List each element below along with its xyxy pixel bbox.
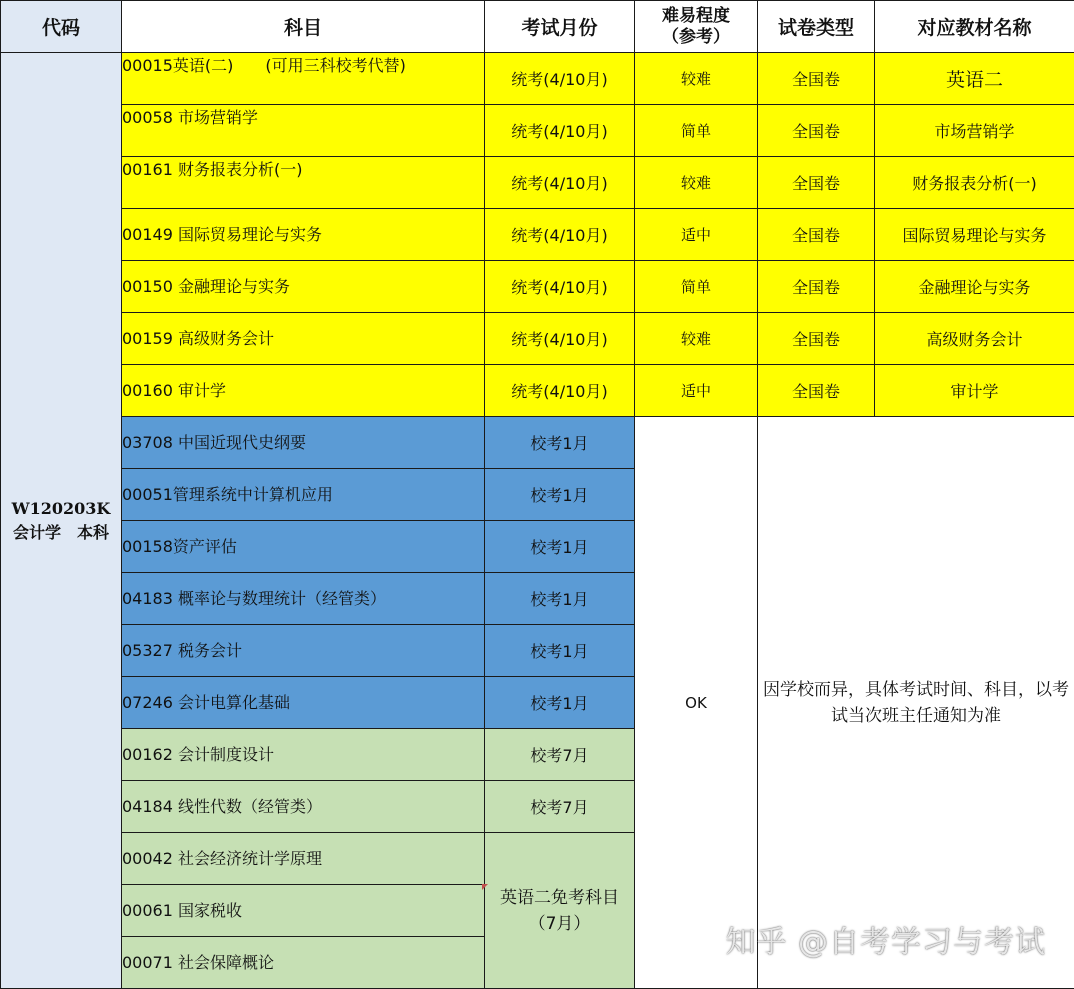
header-difficulty-line1: 难易程度: [662, 5, 730, 26]
header-exam-month: 考试月份: [485, 1, 635, 53]
exam-month-cell: 校考7月: [485, 729, 635, 781]
exam-month-cell: 统考(4/10月): [485, 209, 635, 261]
difficulty-cell: 简单: [635, 261, 758, 313]
subject-cell: 00150 金融理论与实务: [122, 261, 485, 313]
subject-cell: 03708 中国近现代史纲要: [122, 417, 485, 469]
subject-cell: 00149 国际贸易理论与实务: [122, 209, 485, 261]
textbook-cell: 市场营销学: [875, 105, 1074, 157]
exam-month-cell: 校考1月: [485, 469, 635, 521]
subject-cell: 07246 会计电算化基础: [122, 677, 485, 729]
header-row: [1, 1, 1074, 53]
difficulty-cell: 较难: [635, 157, 758, 209]
table-row: [1, 313, 1074, 365]
exempt-month-cell: [485, 833, 635, 989]
table-row: [1, 365, 1074, 417]
difficulty-cell: 适中: [635, 209, 758, 261]
difficulty-cell: 较难: [635, 53, 758, 105]
paper-type-cell: 全国卷: [758, 261, 875, 313]
paper-type-cell: 全国卷: [758, 365, 875, 417]
subject-cell: 05327 税务会计: [122, 625, 485, 677]
difficulty-cell: 较难: [635, 313, 758, 365]
exam-month-cell: 统考(4/10月): [485, 313, 635, 365]
subject-cell: 04184 线性代数（经管类）: [122, 781, 485, 833]
subject-cell: 00160 审计学: [122, 365, 485, 417]
header-textbook: 对应教材名称: [875, 1, 1074, 53]
textbook-cell: 国际贸易理论与实务: [875, 209, 1074, 261]
exempt-month-line2: （7月）: [528, 913, 591, 934]
table-row: [1, 157, 1074, 209]
subject-cell: 04183 概率论与数理统计（经管类）: [122, 573, 485, 625]
paper-type-cell: 全国卷: [758, 209, 875, 261]
subject-cell: 00061 国家税收: [122, 885, 485, 937]
exam-month-cell: 统考(4/10月): [485, 53, 635, 105]
exam-month-cell: 校考1月: [485, 677, 635, 729]
exam-month-cell: 统考(4/10月): [485, 105, 635, 157]
program-code-cell: [1, 53, 122, 989]
textbook-cell: 高级财务会计: [875, 313, 1074, 365]
header-subject: 科目: [122, 1, 485, 53]
exam-month-cell: 校考1月: [485, 521, 635, 573]
program-code: W120203K: [11, 498, 111, 518]
subject-cell: 00058 市场营销学: [122, 105, 485, 157]
textbook-cell: 英语二: [875, 53, 1074, 105]
comment-marker-icon: [482, 884, 488, 890]
subject-cell: 00162 会计制度设计: [122, 729, 485, 781]
textbook-cell: 审计学: [875, 365, 1074, 417]
subject-cell: 00158资产评估: [122, 521, 485, 573]
header-difficulty: [635, 1, 758, 53]
table-row: [1, 261, 1074, 313]
school-difficulty-cell: OK: [635, 417, 758, 989]
table-row: [1, 209, 1074, 261]
subject-cell: 00159 高级财务会计: [122, 313, 485, 365]
table-row: [1, 417, 1074, 469]
difficulty-cell: 简单: [635, 105, 758, 157]
exam-month-cell: 统考(4/10月): [485, 157, 635, 209]
paper-type-cell: 全国卷: [758, 157, 875, 209]
school-note-cell: 因学校而异，具体考试时间、科目，以考试当次班主任通知为准: [758, 417, 1074, 989]
table-row: [1, 53, 1074, 105]
subject-cell: 00042 社会经济统计学原理: [122, 833, 485, 885]
header-code: 代码: [1, 1, 122, 53]
exam-month-cell: 校考1月: [485, 417, 635, 469]
subject-cell: 00051管理系统中计算机应用: [122, 469, 485, 521]
program-name: 会计学 本科: [12, 522, 109, 542]
textbook-cell: 财务报表分析(一): [875, 157, 1074, 209]
watermark: 知乎 @自考学习与考试: [725, 925, 1046, 960]
paper-type-cell: 全国卷: [758, 105, 875, 157]
table-row: [1, 105, 1074, 157]
difficulty-cell: 适中: [635, 365, 758, 417]
header-difficulty-line2: （参考）: [662, 26, 730, 47]
exam-month-cell: 统考(4/10月): [485, 261, 635, 313]
paper-type-cell: 全国卷: [758, 53, 875, 105]
exam-month-cell: 校考1月: [485, 625, 635, 677]
exam-month-cell: 统考(4/10月): [485, 365, 635, 417]
subject-cell: 00015英语(二) (可用三科校考代替): [122, 53, 485, 105]
textbook-cell: 金融理论与实务: [875, 261, 1074, 313]
header-paper-type: 试卷类型: [758, 1, 875, 53]
exam-month-cell: 校考7月: [485, 781, 635, 833]
subject-cell: 00071 社会保障概论: [122, 937, 485, 989]
exempt-month-line1: 英语二免考科目: [500, 887, 619, 908]
paper-type-cell: 全国卷: [758, 313, 875, 365]
exam-month-cell: 校考1月: [485, 573, 635, 625]
subject-cell: 00161 财务报表分析(一): [122, 157, 485, 209]
